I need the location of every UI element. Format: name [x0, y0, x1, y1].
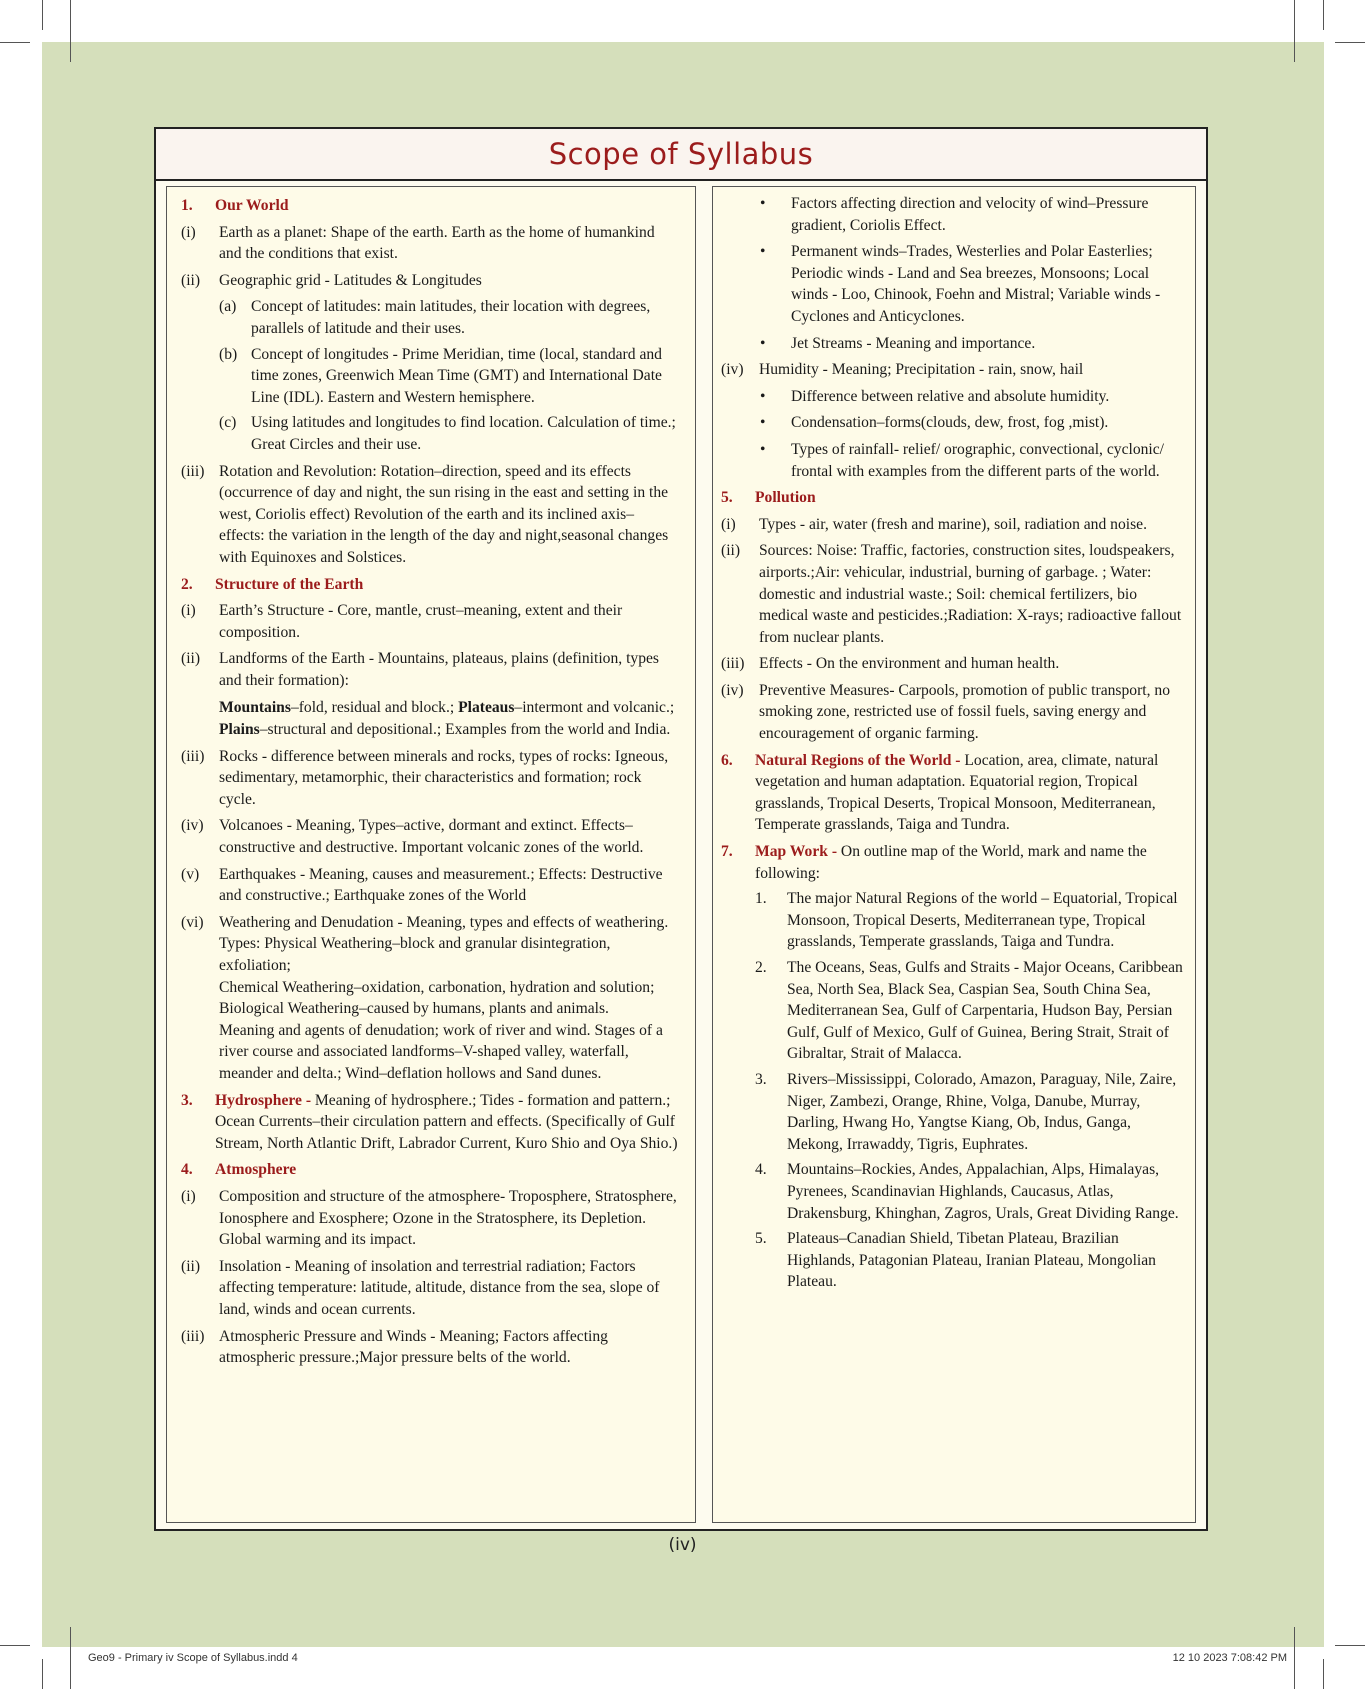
list-item: (v) Earthquakes - Meaning, causes and measurement.; Effects: Destructive and constructive.; Earthquake zones of the World — [181, 865, 663, 905]
landforms-detail: Mountains–fold, residual and block.; Plateaus–intermont and volcanic.; Plains–structural and depositional.; Examples from the world and India. — [219, 699, 675, 739]
title-bar — [156, 129, 1206, 181]
crop-mark — [1323, 1659, 1324, 1689]
list-item: 2. The Oceans, Seas, Gulfs and Straits - Major Oceans, Caribbean Sea, North Sea, Black Sea, Caspian Sea, South China Sea, Mediterranean Sea, Gulf of Carpentaria, Hudson Bay, Persian Gulf, Gulf of Mexico, Gulf of Guinea, Bering Strait, Strait of Gibraltar, Strait of Malacca. — [755, 959, 1183, 1063]
section-pollution: 5. Pollution — [721, 489, 816, 507]
bullet-item: • Types of rainfall- relief/ orographic, convectional, cyclonic/ frontal with examples from the different parts of the world. — [760, 440, 1165, 480]
list-item: (ii) Landforms of the Earth - Mountains, plateaus, plains (definition, types and their formation): Mountains–fold, residual and block.; Plateaus–intermont and volcanic.; Plains–structural and depositional.; Examples from the world and India. — [181, 648, 679, 740]
sub-list — [181, 296, 679, 455]
list-item-continuation: Chemical Weathering–oxidation, carbonation, hydration and solution; Biological Weathering–caused by humans, plants and animals. — [219, 978, 655, 1018]
section-title: Structure of the Earth — [215, 575, 364, 593]
list-item: (vi) Weathering and Denudation - Meaning, types and effects of weathering. Types: Physical Weathering–block and granular disintegration, exfoliation; Chemical Weathering–oxidation, carbonation, hydration and solution; Biological Weathering–caused by humans, plants and animals. Meaning and agents of denudation; work of river and wind. Stages of a river course and associated landforms–V-shaped valley, waterfall, meander and delta.; Wind–deflation hollows and Sand dunes. — [181, 912, 679, 1085]
list-item: (iv) Humidity - Meaning; Precipitation - rain, snow, hail — [721, 361, 1084, 379]
bullet-item: • Condensation–forms(clouds, dew, frost, fog ,mist). — [760, 414, 1109, 432]
print-slug-timestamp: 12 10 2023 7:08:42 PM — [1172, 1652, 1287, 1664]
list-item: (iv) Volcanoes - Meaning, Types–active, dormant and extinct. Effects–constructive and destructive. Important volcanic zones of the world. — [181, 817, 644, 857]
wind-bullets — [721, 193, 1187, 354]
humidity-bullets — [721, 386, 1187, 482]
crop-mark — [0, 42, 30, 43]
section-title: Hydrosphere - — [215, 1091, 312, 1109]
list-item: (i) Composition and structure of the atmosphere- Troposphere, Stratosphere, Ionosphere and Exosphere; Ozone in the Stratosphere, its Depletion. Global warming and its impact. — [181, 1187, 677, 1249]
section-atmosphere: 4. Atmosphere — [181, 1161, 297, 1179]
list-item-continuation: Meaning and agents of denudation; work of river and wind. Stages of a river course and associated landforms–V-shaped valley, waterfall, meander and delta.; Wind–deflation hollows and Sand dunes. — [219, 1021, 663, 1082]
list-item: (iii) Rocks - difference between minerals and rocks, types of rocks: Igneous, sedimentary, metamorphic, their characteristics and formation; rock cycle. — [181, 747, 669, 808]
list-item: 1. The major Natural Regions of the world – Equatorial, Tropical Monsoon, Tropical Deserts, Mediterranean type, Tropical grasslands, Temperate grasslands, Taiga and Tundra. — [755, 890, 1178, 951]
page-number: (iv) — [668, 1535, 697, 1555]
bullet-item: • Jet Streams - Meaning and importance. — [760, 334, 1036, 352]
list-item: (iii) Effects - On the environment and human health. — [721, 655, 1060, 673]
section-natural-regions: 6. Natural Regions of the World - Location, area, climate, natural vegetation and human adaptation. Equatorial region, Tropical grasslands, Tropical Deserts, Tropical Monsoon, Mediterranean, Temperate grasslands, Taiga and Tundra. — [721, 751, 1159, 834]
print-slug-filename: Geo9 - Primary iv Scope of Syllabus.indd 4 — [88, 1652, 298, 1664]
list-item: (i) Types - air, water (fresh and marine), soil, radiation and noise. — [721, 515, 1147, 533]
list-item: (c) Using latitudes and longitudes to find location. Calculation of time.; Great Circles and their use. — [219, 414, 676, 453]
list-item: (ii) Geographic grid - Latitudes & Longitudes — [181, 271, 482, 289]
list-item: 4. Mountains–Rockies, Andes, Appalachian, Alps, Himalayas, Pyrenees, Scandinavian Highlands, Caucasus, Atlas, Drakensburg, Khinghan, Zagros, Urals, Great Dividing Range. — [755, 1161, 1179, 1222]
list-item: (b) Concept of longitudes - Prime Meridian, time (local, standard and time zones, Greenwich Mean Time (GMT) and International Date Line (IDL). Eastern and Western hemisphere. — [219, 345, 662, 406]
list-item: 5. Plateaus–Canadian Shield, Tibetan Plateau, Brazilian Highlands, Patagonian Plateau, Iranian Plateau, Mongolian Plateau. — [755, 1230, 1156, 1291]
list-item: (i) Earth’s Structure - Core, mantle, crust–meaning, extent and their composition. — [181, 602, 623, 641]
map-work-list — [721, 888, 1187, 1293]
section-hydrosphere: 3. Hydrosphere - Meaning of hydrosphere.; Tides - formation and pattern.; Ocean Currents–their circulation pattern and effects. (Specifically of Gulf Stream, North Atlantic Drift, Labrador Current, Kuro Shio and Oya Shio.) — [181, 1091, 678, 1152]
crop-mark — [1294, 1627, 1295, 1689]
section-structure-of-earth: 2. Structure of the Earth — [181, 575, 364, 593]
list-item: (ii) Insolation - Meaning of insolation and terrestrial radiation; Factors affecting temperature: latitude, altitude, distance from the sea, slope of land, winds and ocean currents. — [181, 1257, 660, 1318]
syllabus-frame — [154, 127, 1208, 1531]
list-item: 3. Rivers–Mississippi, Colorado, Amazon, Paraguay, Nile, Zaire, Niger, Zambezi, Orange, Rhine, Volga, Danube, Murray, Darling, Hwang Ho, Yangtse Kiang, Ob, Indus, Ganga, Mekong, Irrawaddy, Tigris, Euphrates. — [755, 1070, 1177, 1153]
crop-mark — [1294, 0, 1295, 62]
section-title: Our World — [215, 197, 289, 214]
crop-mark — [42, 1659, 43, 1689]
bullet-item: • Difference between relative and absolute humidity. — [760, 387, 1110, 405]
bullet-item: • Factors affecting direction and velocity of wind–Pressure gradient, Coriolis Effect. — [760, 195, 1149, 234]
crop-mark — [70, 1627, 71, 1689]
crop-mark — [1335, 42, 1365, 43]
page-title: Scope of Syllabus — [548, 137, 814, 171]
section-our-world: 1. Our World — [181, 197, 289, 214]
crop-mark — [0, 1645, 30, 1646]
list-item: (iii) Atmospheric Pressure and Winds - Meaning; Factors affecting atmospheric pressure.;Major pressure belts of the world. — [181, 1327, 608, 1367]
crop-mark — [1335, 1645, 1365, 1646]
crop-mark — [42, 0, 43, 30]
crop-mark — [1323, 0, 1324, 30]
right-column — [712, 186, 1196, 1523]
section-title: Natural Regions of the World - — [755, 751, 961, 769]
list-item: (iv) Preventive Measures- Carpools, promotion of public transport, no smoking zone, restricted use of fossil fuels, saving energy and encouragement of organic farming. — [721, 681, 1170, 743]
list-item: (iii) Rotation and Revolution: Rotation–direction, speed and its effects (occurrence of day and night, the sun rising in the east and setting in the west, Coriolis effect) Revolution of the earth and its inclined axis– effects: the variation in the length of the day and night,seasonal changes with Equinoxes and Solstices. — [181, 462, 669, 566]
section-title: Pollution — [755, 489, 816, 507]
section-map-work: 7. Map Work - On outline map of the World, mark and name the following: — [721, 843, 1147, 882]
list-item: (i) Earth as a planet: Shape of the earth. Earth as the home of humankind and the conditions that exist. — [181, 223, 655, 263]
list-item: (a) Concept of latitudes: main latitudes, their location with degrees, parallels of latitude and their uses. — [219, 298, 651, 337]
bullet-item: • Permanent winds–Trades, Westerlies and Polar Easterlies; Periodic winds - Land and Sea breezes, Monsoons; Local winds - Loo, Chinook, Foehn and Mistral; Variable winds - Cyclones and Anticyclones. — [760, 243, 1161, 325]
list-item: (ii) Sources: Noise: Traffic, factories, construction sites, loudspeakers, airports.;Air: vehicular, industrial, burning of garbage. ; Water: domestic and industrial waste.; Soil: chemical fertilizers, bio medical waste and pesticides.;Radiation: X-rays; radioactive fallout from nuclear plants. — [721, 542, 1182, 646]
section-title: Map Work - — [755, 843, 838, 861]
left-column — [166, 186, 696, 1523]
section-title: Atmosphere — [215, 1161, 297, 1179]
crop-mark — [70, 0, 71, 62]
